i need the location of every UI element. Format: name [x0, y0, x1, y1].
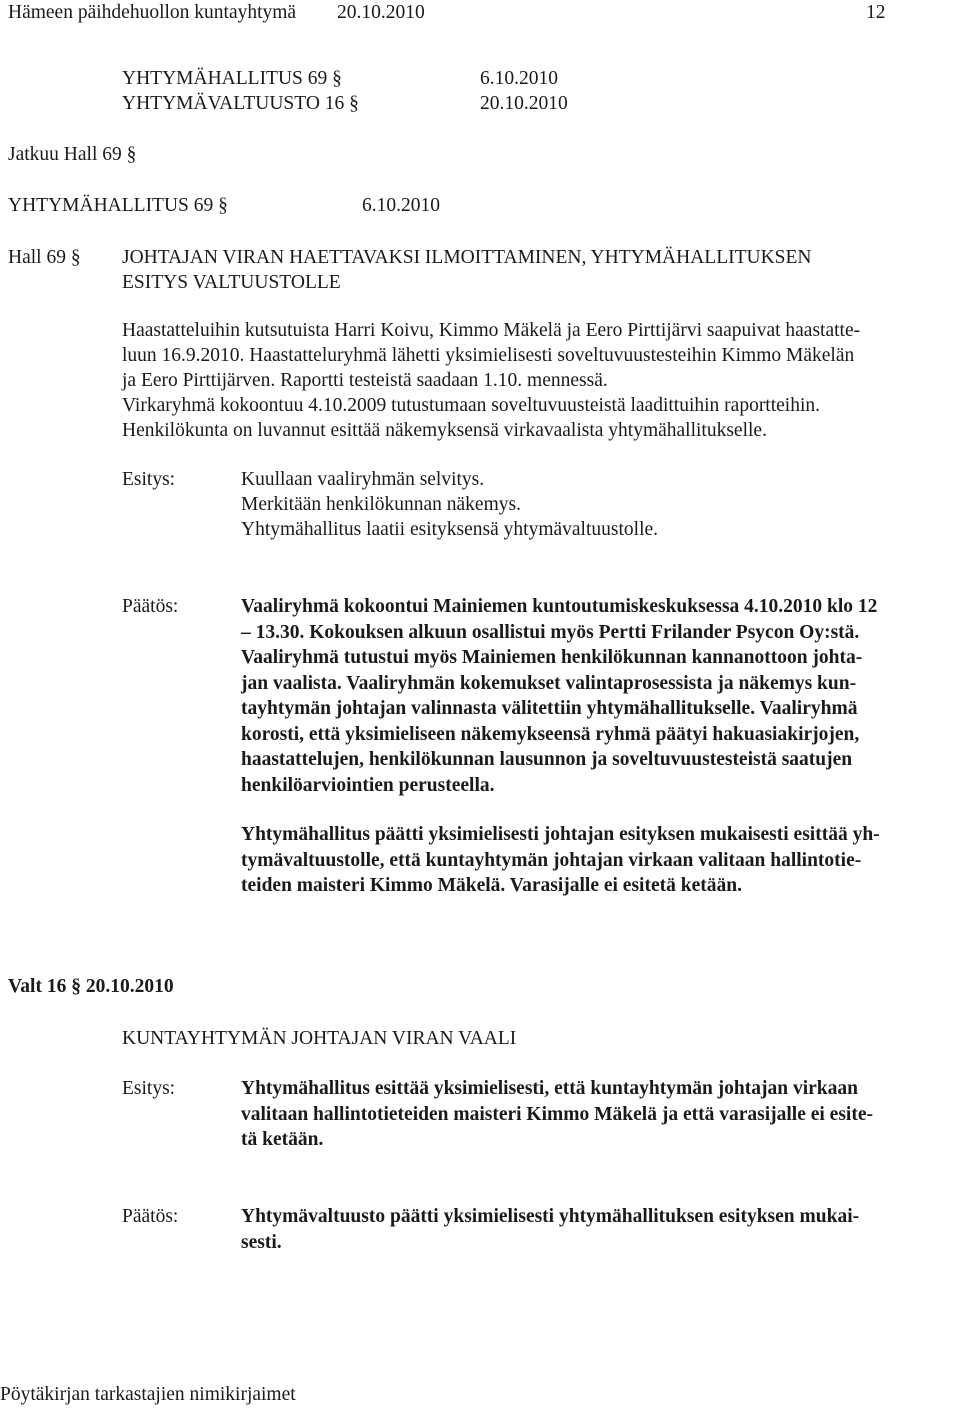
- proposal-line: Yhtymähallitus laatii esityksensä yhtymävaltuustolle.: [241, 519, 659, 540]
- decision-line: henkilöarviointien perusteella.: [241, 774, 495, 796]
- decision-text: [241, 594, 877, 798]
- body-line: Henkilökunta on luvannut esittää näkemyksensä virkavaalista yhtymähallitukselle.: [122, 420, 767, 441]
- meeting-board-name: YHTYMÄHALLITUS 69 §: [122, 68, 342, 89]
- header-organization: Hämeen päihdehuollon kuntayhtymä: [8, 2, 297, 23]
- valt-title: KUNTAYHTYMÄN JOHTAJAN VIRAN VAALI: [122, 1028, 517, 1049]
- section-meeting: YHTYMÄHALLITUS 69 §: [8, 195, 228, 216]
- decision-line: Vaaliryhmä tutustui myös Mainiemen henkilökunnan kannanottoon johta-: [241, 647, 863, 668]
- decision-line: tayhtymän johtajan valinnasta välitettiin yhtymähallitukselle. Vaaliryhmä: [241, 698, 858, 719]
- decision-line: korosti, että yksimieliseen näkemykseensä ryhmä päätyi hakuasiakirjojen,: [241, 723, 860, 745]
- valt-ref: Valt 16 § 20.10.2010: [8, 976, 174, 997]
- proposal-text: [241, 467, 658, 542]
- section-ref: Hall 69 §: [8, 247, 81, 268]
- decision-line: haastattelujen, henkilökunnan lausunnon ja soveltuvuustesteistä saatujen: [241, 749, 853, 770]
- page-number: 12: [866, 2, 886, 23]
- valt-proposal-line: tä ketään.: [241, 1129, 324, 1150]
- section-title-line: ESITYS VALTUUSTOLLE: [122, 272, 341, 293]
- proposal-line: Merkitään henkilökunnan näkemys.: [241, 494, 521, 515]
- meeting-council-date: 20.10.2010: [480, 93, 568, 114]
- signature-label: Pöytäkirjan tarkastajien nimikirjaimet: [0, 1384, 296, 1405]
- body-line: Haastatteluihin kutsutuista Harri Koivu, Kimmo Mäkelä ja Eero Pirttijärvi saapuivat haastatte-: [122, 320, 861, 341]
- proposal-label: Esitys:: [122, 469, 176, 490]
- section-title-line: JOHTAJAN VIRAN HAETTAVAKSI ILMOITTAMINEN, YHTYMÄHALLITUKSEN: [122, 247, 812, 268]
- decision-line: jan vaalista. Vaaliryhmän kokemukset valintaprosessista ja näkemys kun-: [241, 672, 857, 694]
- header-date: 20.10.2010: [337, 2, 425, 23]
- continuation-note: Jatkuu Hall 69 §: [8, 144, 137, 165]
- valt-decision-text: [241, 1204, 859, 1255]
- decision-text-2: [241, 822, 880, 899]
- section-title: [122, 245, 812, 295]
- valt-proposal-text: [241, 1076, 873, 1153]
- decision-line: Yhtymähallitus päätti yksimielisesti johtajan esityksen mukaisesti esittää yh-: [241, 824, 880, 845]
- proposal-line: Kuullaan vaaliryhmän selvitys.: [241, 469, 485, 490]
- section-body: [122, 318, 860, 443]
- body-line: ja Eero Pirttijärven. Raportti testeistä saadaan 1.10. mennessä.: [122, 370, 608, 391]
- valt-proposal-line: Yhtymähallitus esittää yksimielisesti, että kuntayhtymän johtajan virkaan: [241, 1078, 858, 1099]
- decision-label: Päätös:: [122, 596, 179, 617]
- section-meeting-date: 6.10.2010: [362, 195, 440, 216]
- meeting-council-name: YHTYMÄVALTUUSTO 16 §: [122, 93, 359, 114]
- valt-decision-label: Päätös:: [122, 1206, 179, 1227]
- valt-decision-line: sesti.: [241, 1231, 282, 1253]
- valt-proposal-label: Esitys:: [122, 1078, 176, 1099]
- decision-line: Vaaliryhmä kokoontui Mainiemen kuntoutumiskeskuksessa 4.10.2010 klo 12: [241, 596, 878, 617]
- body-line: luun 16.9.2010. Haastatteluryhmä lähetti yksimielisesti soveltuvuustesteihin Kimmo Mäkelän: [122, 345, 855, 366]
- valt-decision-line: Yhtymävaltuusto päätti yksimielisesti yhtymähallituksen esityksen mukai-: [241, 1206, 860, 1227]
- body-line: Virkaryhmä kokoontuu 4.10.2009 tutustumaan soveltuvuusteistä laadittuihin raportteihin.: [122, 395, 821, 416]
- meeting-board-date: 6.10.2010: [480, 68, 558, 89]
- decision-line: tymävaltuustolle, että kuntayhtymän johtajan virkaan valitaan hallintotie-: [241, 849, 862, 871]
- valt-proposal-line: valitaan hallintotieteiden maisteri Kimmo Mäkelä ja että varasijalle ei esite-: [241, 1103, 873, 1125]
- decision-line: – 13.30. Kokouksen alkuun osallistui myös Pertti Frilander Psycon Oy:stä.: [241, 621, 860, 643]
- decision-line: teiden maisteri Kimmo Mäkelä. Varasijalle ei esitetä ketään.: [241, 875, 742, 896]
